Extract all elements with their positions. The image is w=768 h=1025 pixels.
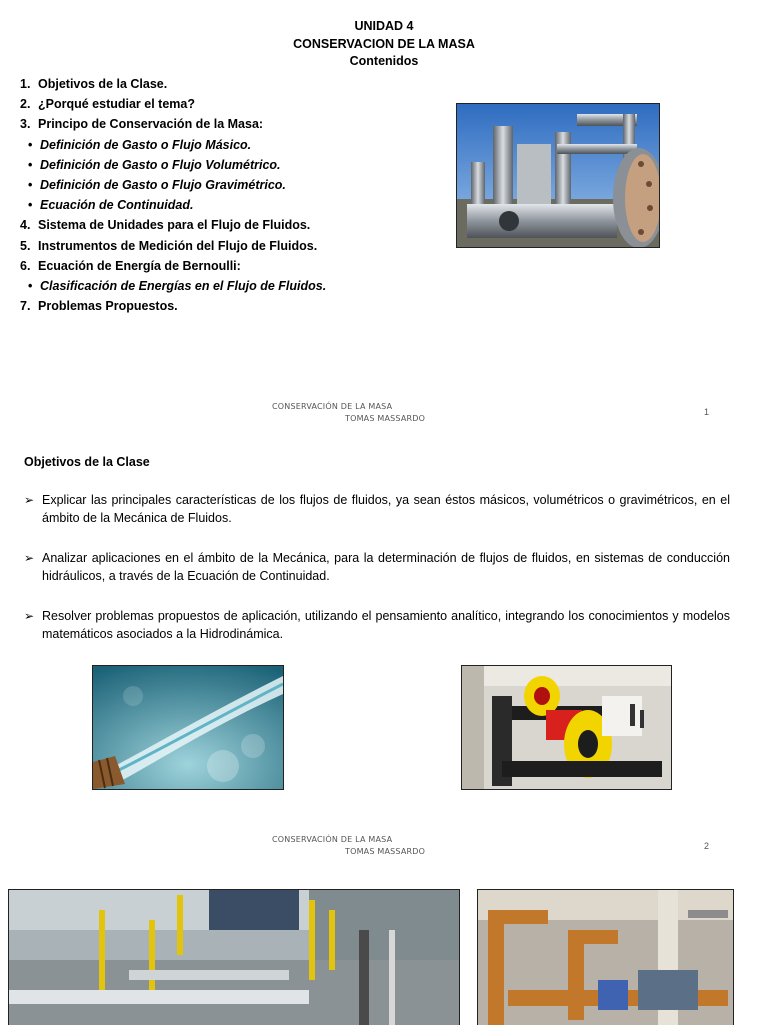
- arrow-bullet-icon: ➢: [24, 493, 35, 507]
- page-title: CONSERVACION DE LA MASA: [293, 37, 475, 51]
- arrow-bullet-icon: ➢: [24, 551, 35, 565]
- arrow-bullet-icon: ➢: [24, 609, 35, 623]
- list-item: 4. Sistema de Unidades para el Flujo de Fluidos.: [20, 218, 311, 233]
- unit-title: UNIDAD 4: [354, 19, 414, 33]
- page-number: 1: [704, 407, 710, 417]
- footer-author: TOMAS MASSARDO: [345, 414, 426, 423]
- pipe-room-photo: [477, 889, 734, 1025]
- objective-item: ➢ Explicar las principales características de los flujos de fluidos, ya sean éstos másicos, volumétricos o gravimétricos, en el ámbito de la Mecánica de Fluidos.: [24, 493, 730, 525]
- pump-station-photo: [461, 665, 672, 790]
- objective-item: ➢ Analizar aplicaciones en el ámbito de la Mecánica, para la determinación de flujos de fluidos, en sistemas de conducción hidráulicos, a través de la Ecuación de Continuidad.: [24, 551, 730, 583]
- list-subitem: • Ecuación de Continuidad.: [28, 198, 194, 213]
- list-item: 6. Ecuación de Energía de Bernoulli:: [20, 258, 241, 273]
- contents-subtitle: Contenidos: [349, 54, 419, 68]
- contents-list: [20, 74, 326, 316]
- page-number: 2: [704, 841, 710, 851]
- list-subitem: • Definición de Gasto o Flujo Másico.: [28, 137, 252, 152]
- list-subitem: • Clasificación de Energías en el Flujo de Fluidos.: [28, 279, 327, 294]
- footer-author: TOMAS MASSARDO: [345, 847, 426, 856]
- section-heading: Objetivos de la Clase: [24, 455, 150, 469]
- objective-item: ➢ Resolver problemas propuestos de aplicación, utilizando el pensamiento analítico, integrando los conocimientos y modelos matemáticos asociados a la Hidrodinámica.: [24, 609, 730, 641]
- list-item: 3. Principo de Conservación de la Masa:: [20, 117, 264, 132]
- list-subitem: • Definición de Gasto o Flujo Volumétrico.: [28, 157, 281, 172]
- list-subitem: • Definición de Gasto o Flujo Gravimétrico.: [28, 178, 286, 193]
- list-item: 2. ¿Porqué estudiar el tema?: [20, 97, 195, 112]
- list-item: 1. Objetivos de la Clase.: [20, 77, 168, 91]
- pipeline-photo: [456, 103, 660, 248]
- water-jet-photo: [92, 665, 284, 790]
- footer-course: CONSERVACIÓN DE LA MASA: [272, 402, 393, 411]
- footer-course: CONSERVACIÓN DE LA MASA: [272, 835, 393, 844]
- ship-deck-photo: [8, 889, 460, 1025]
- list-item: 7. Problemas Propuestos.: [20, 299, 178, 314]
- list-item: 5. Instrumentos de Medición del Flujo de Fluidos.: [20, 238, 318, 253]
